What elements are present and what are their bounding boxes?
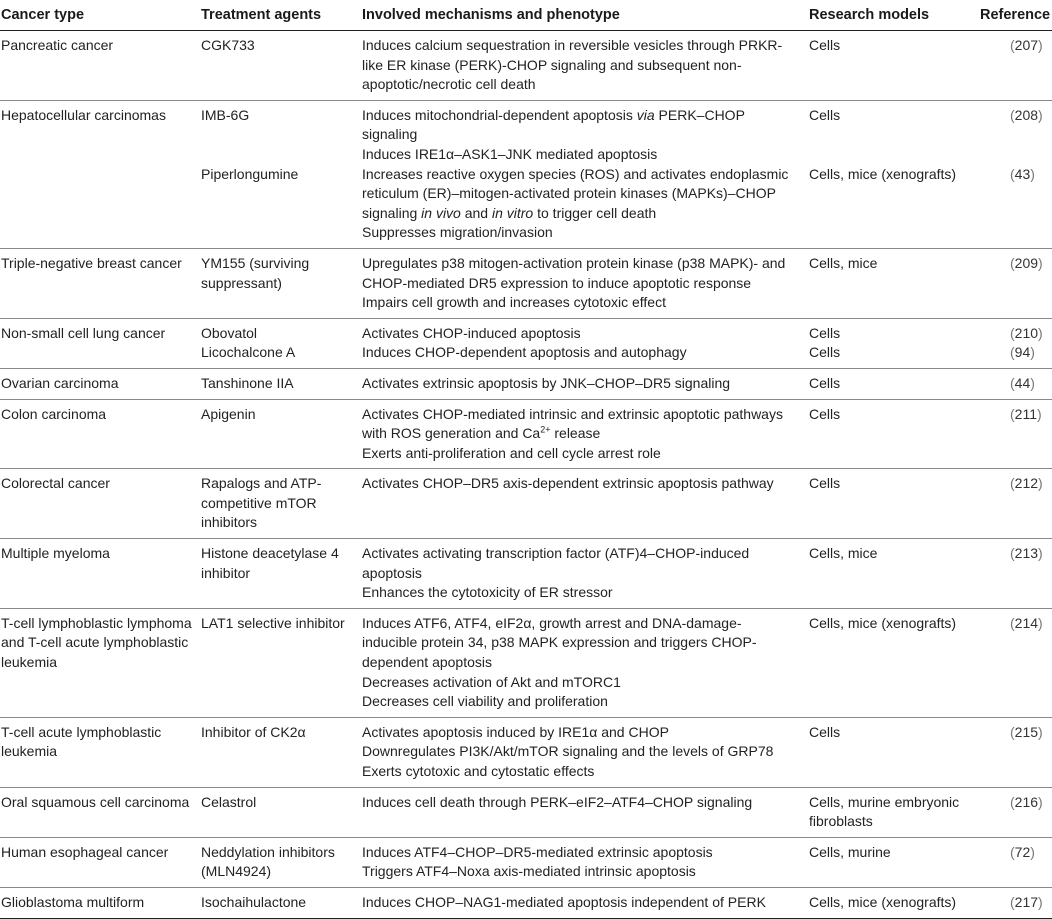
- reference-cell: (214): [1010, 614, 1043, 631]
- mechanism-line: Increases reactive oxygen species (ROS) and activates endoplasmic: [362, 165, 789, 182]
- mechanism-text: PERK–CHOP: [654, 106, 745, 123]
- table-row: [0, 888, 1052, 919]
- mechanism-italic: via: [636, 106, 655, 123]
- table-row: [0, 718, 1052, 788]
- mechanism-text: with ROS generation and Ca: [362, 425, 541, 442]
- model-cell: Cells: [809, 475, 841, 492]
- table-row: [0, 31, 1052, 101]
- model-cell: Cells: [809, 374, 841, 391]
- agent-cell: inhibitors: [201, 514, 258, 531]
- reference-number: 44: [1014, 374, 1031, 391]
- cancer-type-cell: Colon carcinoma: [1, 405, 107, 422]
- reference-number: 211: [1014, 405, 1037, 422]
- mechanism-text: Induces mitochondrial-dependent apoptosis: [362, 106, 637, 123]
- mechanism-line: Induces calcium sequestration in reversible vesicles through PRKR-: [362, 37, 783, 53]
- model-cell: Cells: [809, 106, 841, 123]
- reference-number: 215: [1014, 723, 1039, 740]
- table-row: [0, 400, 1052, 470]
- model-cell: Cells: [809, 344, 841, 361]
- agent-cell: YM155 (surviving: [201, 254, 310, 271]
- reference-cell: (43): [1010, 165, 1035, 182]
- table-row: [0, 369, 1052, 400]
- agent-cell: Histone deacetylase 4: [201, 545, 339, 562]
- header-mechanisms: Involved mechanisms and phenotype: [362, 7, 620, 23]
- mechanism-line: apoptotic/necrotic cell death: [362, 76, 536, 93]
- agent-cell: Piperlongumine: [201, 165, 299, 182]
- reference-cell: (210): [1010, 324, 1043, 341]
- cancer-type-cell: Pancreatic cancer: [1, 37, 114, 53]
- cancer-type-cell: T-cell acute lymphoblastic: [1, 723, 162, 740]
- model-cell: Cells, mice (xenografts): [809, 893, 957, 910]
- mechanism-text: release: [550, 425, 601, 442]
- header-cancer-type: Cancer type: [1, 7, 85, 23]
- cancer-type-cell: leukemia: [1, 654, 58, 671]
- mechanism-line: dependent apoptosis: [362, 654, 492, 671]
- mechanism-line: Upregulates p38 mitogen-activation protein kinase (p38 MAPK)- and: [362, 254, 786, 271]
- mechanism-line: Decreases cell viability and proliferation: [362, 693, 608, 710]
- mechanism-line: apoptosis: [362, 564, 422, 581]
- cancer-type-cell: Multiple myeloma: [1, 545, 110, 562]
- agent-cell: Rapalogs and ATP-: [201, 475, 322, 492]
- mechanism-line: signaling: [362, 126, 418, 143]
- cancer-type-cell: Non-small cell lung cancer: [1, 324, 166, 341]
- mechanism-text: and: [460, 204, 492, 221]
- mechanism-italic: in vitro: [491, 204, 534, 221]
- cancer-type-cell: Triple-negative breast cancer: [1, 254, 182, 271]
- reference-cell: (94): [1010, 344, 1035, 361]
- header-research-models: Research models: [809, 7, 930, 23]
- cancer-type-cell: T-cell lymphoblastic lymphoma: [1, 614, 192, 631]
- reference-cell: (213): [1010, 545, 1043, 562]
- mechanism-line: CHOP-mediated DR5 expression to induce apoptotic response: [362, 274, 752, 291]
- mechanism-line: [362, 204, 656, 224]
- reference-cell: (209): [1010, 254, 1043, 271]
- model-cell: Cells: [809, 324, 841, 341]
- cancer-type-cell: Colorectal cancer: [1, 475, 110, 492]
- reference-number: 214: [1014, 614, 1039, 631]
- agent-cell: CGK733: [201, 37, 255, 53]
- table-row: [0, 609, 1052, 718]
- table-row: [0, 101, 1052, 249]
- mechanism-line: Activates extrinsic apoptosis by JNK–CHOP–DR5 signaling: [362, 374, 731, 391]
- model-cell: fibroblasts: [809, 813, 873, 830]
- agent-cell: inhibitor: [201, 564, 251, 581]
- model-cell: Cells: [809, 405, 841, 422]
- mechanism-line: Activates CHOP-mediated intrinsic and extrinsic apoptotic pathways: [362, 405, 783, 422]
- table-row: [0, 539, 1052, 609]
- mechanism-line: Impairs cell growth and increases cytotoxic effect: [362, 294, 666, 311]
- reference-cell: (217): [1010, 893, 1043, 910]
- mechanism-line: Induces CHOP–NAG1-mediated apoptosis independent of PERK: [362, 893, 766, 910]
- mechanism-line: Decreases activation of Akt and mTORC1: [362, 673, 621, 690]
- table-row: [0, 249, 1052, 319]
- header-treatment-agents: Treatment agents: [201, 7, 322, 23]
- agent-cell: Tanshinone IIA: [201, 374, 294, 391]
- agent-cell: competitive mTOR: [201, 494, 317, 511]
- reference-cell: (44): [1010, 374, 1035, 391]
- agent-cell: Neddylation inhibitors: [201, 843, 335, 860]
- agent-cell: Inhibitor of CK2α: [201, 723, 306, 740]
- reference-cell: (216): [1010, 793, 1043, 810]
- mechanism-line: Induces CHOP-dependent apoptosis and autophagy: [362, 344, 687, 361]
- reference-cell: (215): [1010, 723, 1043, 740]
- reference-number: 213: [1014, 545, 1039, 562]
- mechanism-italic: in vivo: [421, 204, 461, 221]
- cancer-type-cell: Glioblastoma multiform: [1, 893, 145, 910]
- reference-cell: (207): [1010, 37, 1043, 53]
- reference-cell: (208): [1010, 106, 1043, 123]
- reference-number: 209: [1014, 254, 1039, 271]
- mechanism-line: [362, 424, 600, 444]
- model-cell: Cells, murine embryonic: [809, 793, 960, 810]
- cancer-type-cell: leukemia: [1, 743, 58, 760]
- mechanism-line: Induces cell death through PERK–eIF2–ATF4–CHOP signaling: [362, 793, 753, 810]
- agent-cell: Licochalcone A: [201, 344, 296, 361]
- table-row: [0, 788, 1052, 838]
- reference-number: 216: [1014, 793, 1039, 810]
- cancer-type-cell: Human esophageal cancer: [1, 843, 169, 860]
- cancer-type-cell: Oral squamous cell carcinoma: [1, 793, 190, 810]
- table-row: [0, 319, 1052, 369]
- agent-cell: (MLN4924): [201, 863, 272, 880]
- mechanism-line: [362, 106, 745, 126]
- model-cell: Cells, mice (xenografts): [809, 614, 957, 631]
- mechanism-line: Suppresses migration/invasion: [362, 224, 553, 241]
- reference-number: 208: [1014, 106, 1039, 123]
- agent-cell: IMB-6G: [201, 106, 250, 123]
- mechanism-line: Activates CHOP-induced apoptosis: [362, 324, 581, 341]
- mechanism-text: signaling: [362, 204, 422, 221]
- reference-number: 43: [1014, 165, 1031, 182]
- cancer-type-cell: Hepatocellular carcinomas: [1, 106, 166, 123]
- agent-cell: Celastrol: [201, 793, 257, 810]
- agent-cell: Obovatol: [201, 324, 258, 341]
- reference-number: 217: [1014, 893, 1039, 910]
- mechanism-line: reticulum (ER)–mitogen-activated protein kinases (MAPKs)–CHOP: [362, 185, 776, 202]
- mechanism-line: Exerts cytotoxic and cytostatic effects: [362, 763, 595, 779]
- model-cell: Cells, murine: [809, 843, 891, 860]
- agent-cell: suppressant): [201, 274, 282, 291]
- mechanism-line: Induces IRE1α–ASK1–JNK mediated apoptosis: [362, 145, 658, 162]
- reference-number: 212: [1014, 475, 1039, 492]
- model-cell: Cells: [809, 723, 841, 740]
- cancer-type-cell: Ovarian carcinoma: [1, 374, 119, 391]
- agent-cell: Isochaihulactone: [201, 893, 307, 910]
- reference-cell: (212): [1010, 475, 1043, 492]
- header-reference: Reference: [980, 7, 1051, 23]
- model-cell: Cells, mice: [809, 545, 878, 562]
- mechanism-line: Activates activating transcription factor (ATF)4–CHOP-induced: [362, 545, 750, 562]
- reference-number: 94: [1014, 344, 1031, 361]
- table-header: [0, 0, 1052, 31]
- table-row: [0, 838, 1052, 888]
- model-cell: Cells, mice: [809, 254, 878, 271]
- reference-number: 210: [1014, 324, 1039, 341]
- reference-number: 207: [1014, 37, 1039, 53]
- mechanism-line: Enhances the cytotoxicity of ER stressor: [362, 584, 613, 601]
- agent-cell: LAT1 selective inhibitor: [201, 614, 345, 631]
- mechanism-line: like ER kinase (PERK)-CHOP signaling and subsequent non-: [362, 56, 742, 73]
- mechanism-line: Activates CHOP–DR5 axis-dependent extrinsic apoptosis pathway: [362, 475, 774, 492]
- model-cell: Cells: [809, 37, 841, 53]
- reference-cell: (72): [1010, 843, 1035, 860]
- reference-number: 72: [1014, 843, 1031, 860]
- mechanism-line: Activates apoptosis induced by IRE1α and CHOP: [362, 723, 669, 740]
- model-cell: Cells, mice (xenografts): [809, 165, 957, 182]
- mechanism-line: Induces ATF6, ATF4, eIF2α, growth arrest and DNA-damage-: [362, 614, 742, 631]
- mechanism-line: inducible protein 34, p38 MAPK expression and triggers CHOP-: [362, 634, 757, 651]
- mechanism-line: Exerts anti-proliferation and cell cycle arrest role: [362, 444, 661, 461]
- table-row: [0, 469, 1052, 539]
- mechanism-line: Induces ATF4–CHOP–DR5-mediated extrinsic apoptosis: [362, 843, 713, 860]
- mechanism-text: to trigger cell death: [533, 204, 657, 221]
- reference-cell: (211): [1010, 405, 1042, 422]
- agent-cell: Apigenin: [201, 405, 256, 422]
- cancer-type-cell: and T-cell acute lymphoblastic: [1, 634, 189, 651]
- mechanism-line: Triggers ATF4–Noxa axis-mediated intrinsic apoptosis: [362, 863, 696, 880]
- mechanism-line: Downregulates PI3K/Akt/mTOR signaling and the levels of GRP78: [362, 743, 774, 760]
- superscript: 2+: [540, 424, 551, 435]
